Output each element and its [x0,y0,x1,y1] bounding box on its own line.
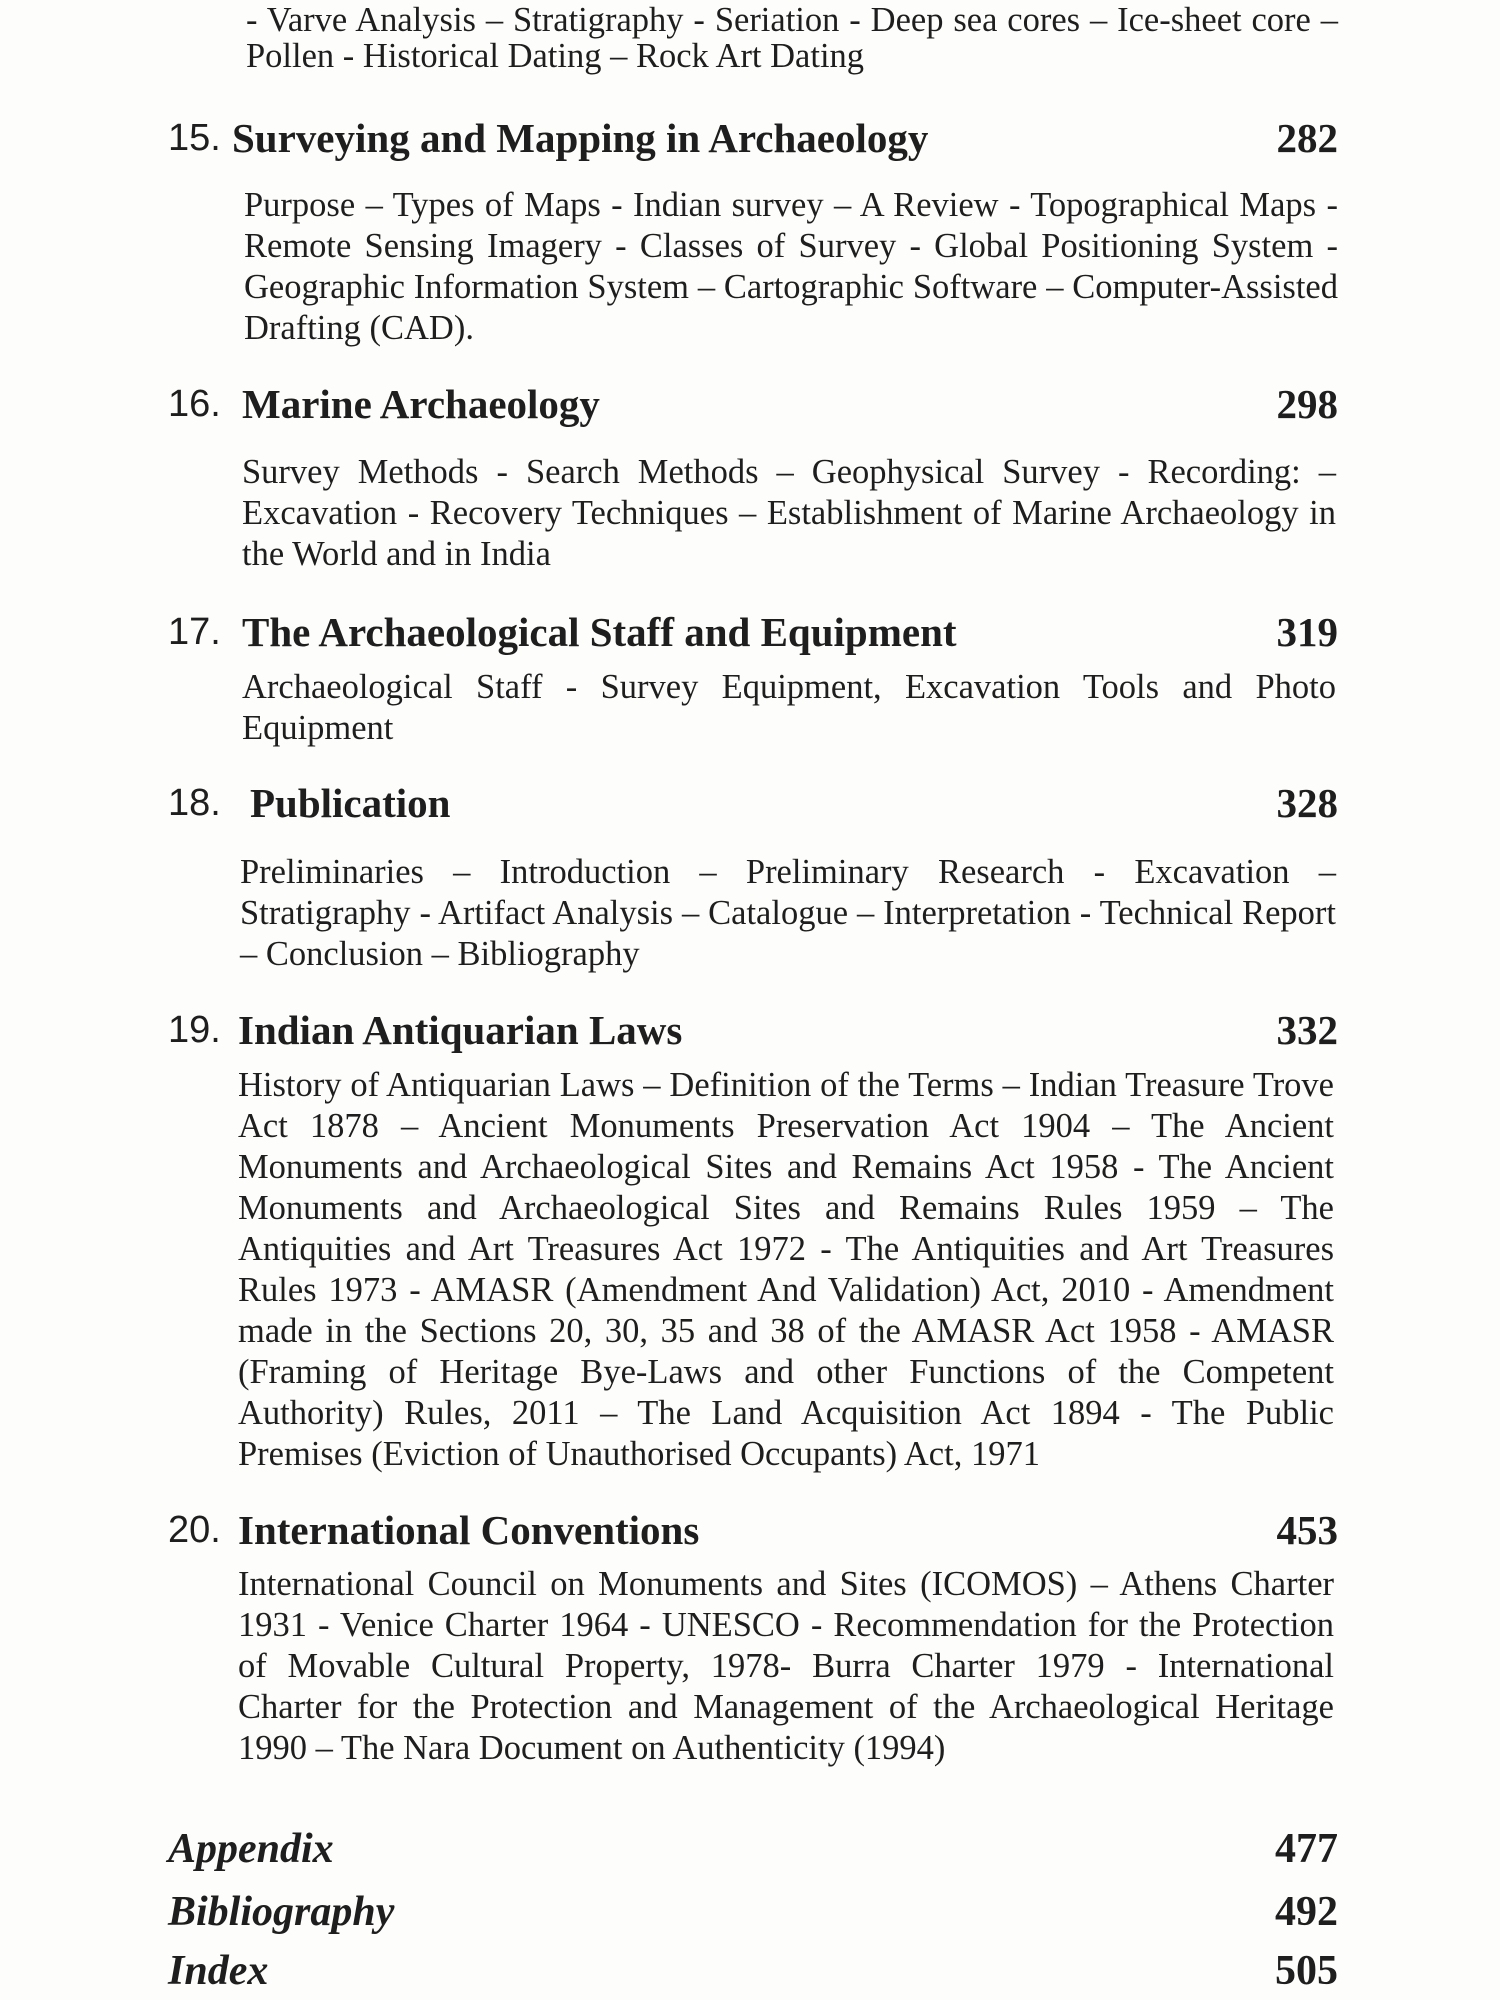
chapter-title: Surveying and Mapping in Archaeology [232,115,929,161]
chapter-title: Indian Antiquarian Laws [238,1007,683,1053]
chapter-number: 17. [168,611,221,653]
chapter-title: International Conventions [238,1507,700,1553]
chapter-topics: Preliminaries – Introduction – Preliminary Research - Excavation – Stratigraphy - Artifact Analysis – Catalogue – Interpretation - Technical Report – Conclusion – Bibliography [240,853,1336,973]
back-matter-entry [168,1883,1338,1941]
back-matter-title: Bibliography [168,1889,395,1935]
chapter-heading [168,112,1338,164]
chapter-heading [168,777,1338,829]
chapter-page-number: 328 [1276,780,1338,826]
chapter-topics: Archaeological Staff - Survey Equipment, Excavation Tools and Photo Equipment [242,668,1336,747]
chapter-title: Marine Archaeology [242,381,600,427]
chapter-heading [168,378,1338,430]
chapter-heading [168,1004,1338,1056]
back-matter-page-number: 505 [1275,1948,1338,1994]
back-matter-page-number: 492 [1275,1889,1338,1935]
chapter-number: 18. [168,782,221,824]
intro-topics: - Varve Analysis – Stratigraphy - Seriation - Deep sea cores – Ice-sheet core – Pollen - Historical Dating – Rock Art Dating [246,1,1338,75]
chapter-topics: International Council on Monuments and Sites (ICOMOS) – Athens Charter 1931 - Venice Charter 1964 - UNESCO - Recommendation for the Protection of Movable Cultural Property, 1978- Burra Charter 1979 - International Charter for the Protection and Management of the Archaeological Heritage 1990 – The Nara Document on Authenticity (1994) [238,1565,1334,1767]
chapter-number: 19. [168,1009,221,1051]
chapter-page-number: 332 [1276,1007,1338,1053]
chapter-title: Publication [250,780,451,826]
back-matter-entry [168,1942,1338,2000]
back-matter-page-number: 477 [1275,1826,1338,1872]
chapter-topics: Survey Methods - Search Methods – Geophysical Survey - Recording: – Excavation - Recovery Techniques – Establishment of Marine Archaeology in the World and in India [242,453,1336,573]
chapter-heading [168,606,1338,658]
chapter-page-number: 282 [1276,115,1338,161]
chapter-topics: Purpose – Types of Maps - Indian survey – A Review - Topographical Maps - Remote Sensing Imagery - Classes of Survey - Global Positioning System - Geographic Information System – Cartographic Software – Computer-Assisted Drafting (CAD). [244,186,1338,347]
chapter-number: 20. [168,1509,221,1551]
chapter-title: The Archaeological Staff and Equipment [242,609,957,655]
chapter-heading [168,1504,1338,1556]
chapter-topics: History of Antiquarian Laws – Definition of the Terms – Indian Treasure Trove Act 1878 – Ancient Monuments Preservation Act 1904 – The Ancient Monuments and Archaeological Sites and Remains Act 1958 - The Ancient Monuments and Archaeological Sites and Remains Rules 1959 – The Antiquities and Art Treasures Act 1972 - The Antiquities and Art Treasures Rules 1973 - AMASR (Amendment And Validation) Act, 2010 - Amendment made in the Sections 20, 30, 35 and 38 of the AMASR Act 1958 - AMASR (Framing of Heritage Bye-Laws and other Functions of the Competent Authority) Rules, 2011 – The Land Acquisition Act 1894 - The Public Premises (Eviction of Unauthorised Occupants) Act, 1971 [238,1066,1334,1473]
chapter-page-number: 453 [1276,1507,1338,1553]
back-matter-entry [168,1820,1338,1878]
chapter-page-number: 319 [1276,609,1338,655]
back-matter-title: Index [168,1948,269,1994]
back-matter-title: Appendix [168,1826,334,1872]
chapter-number: 16. [168,383,221,425]
chapter-page-number: 298 [1276,381,1338,427]
chapter-number: 15. [168,117,221,159]
